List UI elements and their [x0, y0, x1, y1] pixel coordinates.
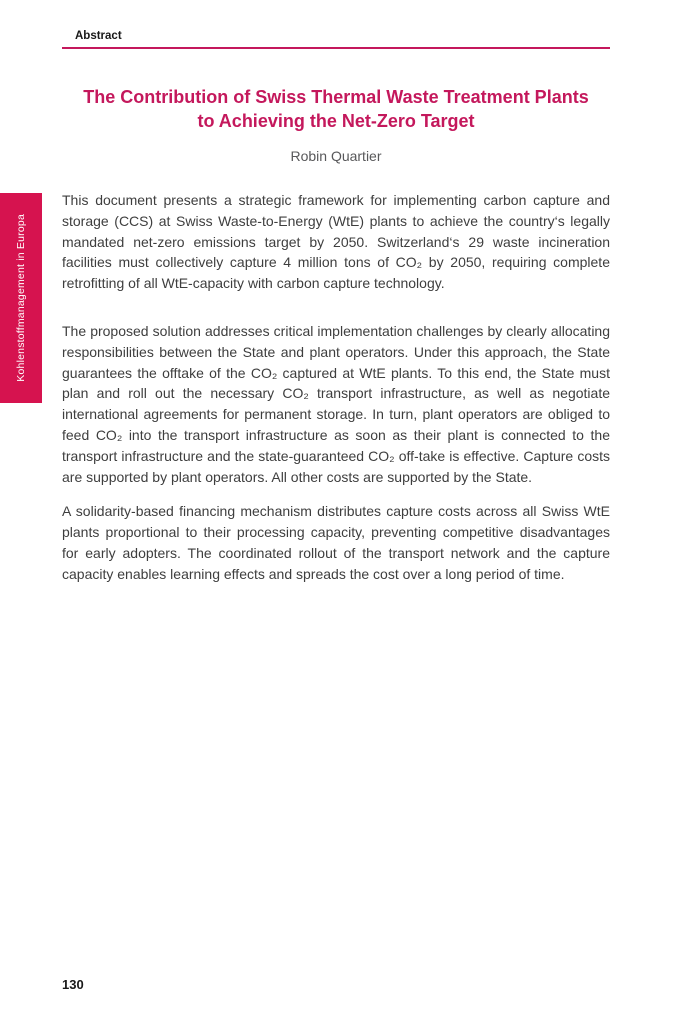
abstract-paragraph-3: A solidarity-based financing mechanism distributes capture costs across all Swiss WtE plants proportional to their processing capacity, preventing competitive disadvantages for early adopters. The coordinated rollout of the transport network and the capture capacity enables learning effects and spreads the cost over a long period of time.: [62, 503, 610, 582]
page-number: 130: [62, 977, 84, 992]
chapter-title-line-2: to Achieving the Net-Zero Target: [197, 111, 475, 131]
chapter-title-line-1: The Contribution of Swiss Thermal Waste Treatment Plants: [83, 87, 589, 107]
abstract-body: [62, 190, 610, 599]
abstract-paragraph-1: This document presents a strategic framework for implementing carbon capture and storage (CCS) at Swiss Waste-to-Energy (WtE) plants to achieve the country‘s legally mandated net-zero emissions target by 2050. Switzerland‘s 29 waste incineration facilities must collectively capture 4 million tons of CO₂ by 2050, requiring complete retrofitting of all WtE-capacity with carbon capture technology.: [62, 192, 610, 292]
chapter-title: [62, 85, 610, 133]
author-name: Robin Quartier: [290, 148, 382, 164]
running-head-label: Abstract: [75, 30, 122, 42]
chapter-tab: [0, 193, 42, 403]
abstract-paragraph-2: The proposed solution addresses critical implementation challenges by clearly allocating responsibilities between the State and plant operators. Under this approach, the State guarantees the offtake of the CO₂ captured at WtE plants. To this end, the State must plan and roll out the necessary CO₂ transport infrastructure, as well as negotiate international agreements for permanent storage. In turn, plant operators are obliged to feed CO₂ into the transport infrastructure as soon as their plant is connected to the transport infrastructure and the state-guaranteed CO₂ off-take is effective. Capture costs are supported by plant operators. All other costs are supported by the State.: [62, 322, 610, 485]
header-rule: [62, 47, 610, 49]
chapter-tab-label: Kohlenstoffmanagement in Europa: [15, 214, 27, 382]
